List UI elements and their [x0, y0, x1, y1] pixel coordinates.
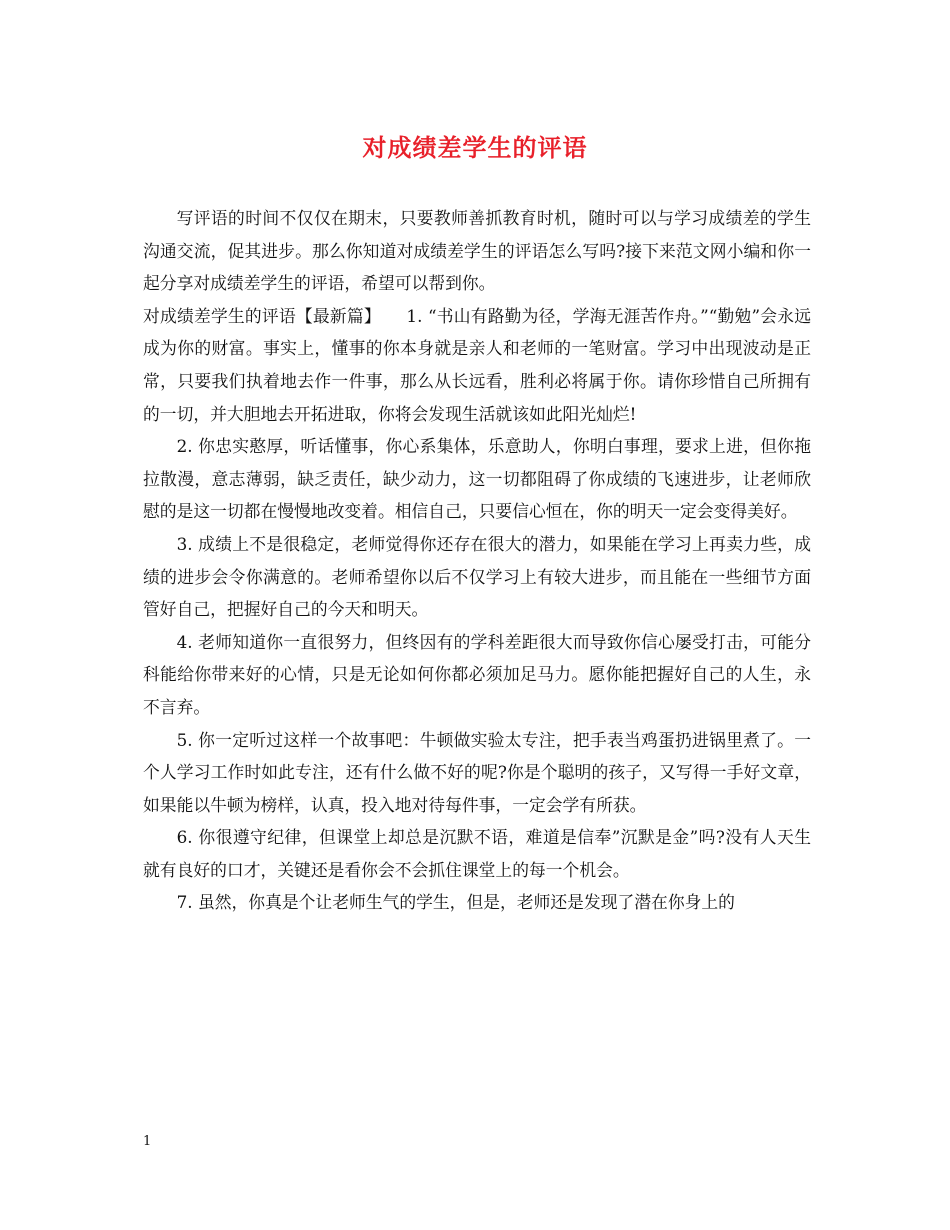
document-body: [143, 202, 811, 919]
intro-paragraph: 写评语的时间不仅仅在期末，只要教师善抓教育时机，随时可以与学习成绩差的学生沟通交流，促其进步。那么你知道对成绩差学生的评语怎么写吗?接下来范文网小编和你一起分享对成绩差学生的评语，希望可以帮到你。: [143, 208, 811, 294]
section-heading-paragraph: 对成绩差学生的评语【最新篇】 1. “书山有路勤为径，学海无涯苦作舟。”“勤勉”会永远成为你的财富。事实上，懂事的你本身就是亲人和老师的一笔财富。学习中出现波动是正常，只要我们执着地去作一件事，那么从长远看，胜利必将属于你。请你珍惜自己所拥有的一切，并大胆地去开拓进取，你将会发现生活就该如此阳光灿烂!: [143, 305, 811, 424]
comment-item-4: 4. 老师知道你一直很努力，但终因有的学科差距很大而导致你信心屡受打击，可能分科能给你带来好的心情，只是无论如何你都必须加足马力。愿你能把握好自己的人生，永不言弃。: [143, 631, 811, 717]
page-number: 1: [143, 1134, 152, 1149]
comment-item-3: 3. 成绩上不是很稳定，老师觉得你还存在很大的潜力，如果能在学习上再卖力些，成绩的进步会令你满意的。老师希望你以后不仅学习上有较大进步，而且能在一些细节方面管好自己，把握好自己的今天和明天。: [143, 533, 811, 620]
comment-item-5: 5. 你一定听过这样一个故事吧：牛顿做实验太专注，把手表当鸡蛋扔进锅里煮了。一个人学习工作时如此专注，还有什么做不好的呢?你是个聪明的孩子，又写得一手好文章，如果能以牛顿为榜样，认真，投入地对待每件事，一定会学有所获。: [143, 729, 811, 815]
comment-item-6: 6. 你很遵守纪律，但课堂上却总是沉默不语，难道是信奉”沉默是金”吗?没有人天生就有良好的口才，关键还是看你会不会抓住课堂上的每一个机会。: [143, 827, 811, 880]
comment-item-7: 7. 虽然，你真是个让老师生气的学生，但是，老师还是发现了潜在你身上的: [176, 892, 735, 913]
page-title: 对成绩差学生的评语: [362, 133, 588, 162]
comment-item-2: 2. 你忠实憨厚，听话懂事，你心系集体，乐意助人，你明白事理，要求上进，但你拖拉散漫，意志薄弱，缺乏责任，缺少动力，这一切都阻碍了你成绩的飞速进步，让老师欣慰的是这一切都在慢慢地改变着。相信自己，只要信心恒在，你的明天一定会变得美好。: [143, 436, 811, 522]
